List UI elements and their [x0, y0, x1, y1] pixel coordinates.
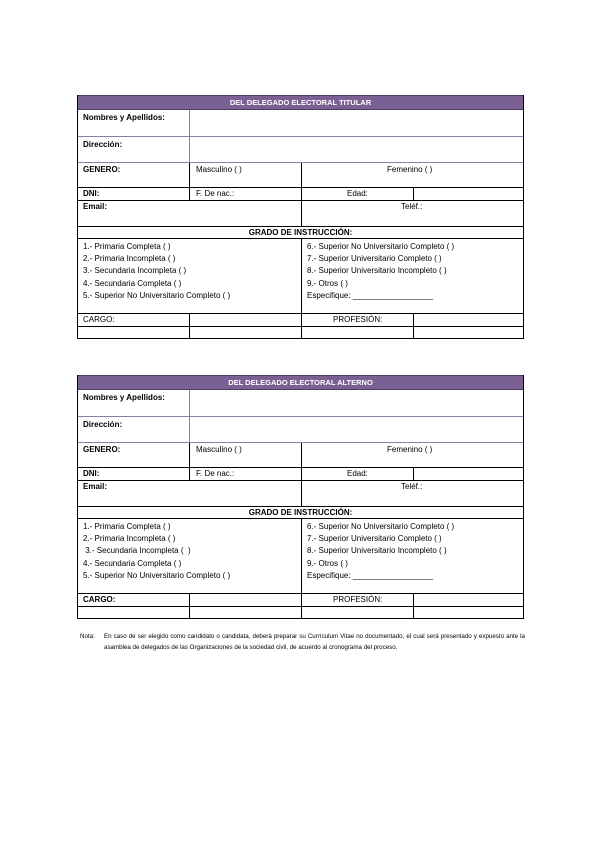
nombres-field[interactable] — [189, 110, 523, 136]
telef-label: Teléf.: — [401, 482, 423, 491]
femenino-label: Femenino ( ) — [387, 165, 433, 174]
cargo-extra-cell[interactable] — [189, 607, 301, 618]
nombres-label: Nombres y Apellidos: — [83, 393, 165, 402]
direccion-row — [78, 417, 523, 443]
nota-label: Nota: — [80, 633, 95, 640]
grado-header-row — [78, 227, 523, 239]
masculino-cell[interactable] — [189, 163, 301, 187]
nombres-row — [78, 390, 523, 417]
email-row — [78, 481, 523, 507]
email-row — [78, 201, 523, 227]
genero-row — [78, 163, 523, 188]
direccion-row — [78, 137, 523, 163]
alterno-form — [77, 375, 524, 619]
dni-row — [78, 188, 523, 201]
profesion-extra-field[interactable] — [413, 607, 523, 618]
direccion-field[interactable] — [189, 137, 523, 162]
profesion-extra-field[interactable] — [413, 327, 523, 338]
genero-label: GENERO: — [83, 165, 121, 174]
dni-label: DNI: — [83, 469, 100, 478]
femenino-cell[interactable] — [301, 443, 523, 467]
direccion-label: Dirección: — [83, 140, 123, 149]
genero-row — [78, 443, 523, 468]
grado-option[interactable]: 6.- Superior No Universitario Completo ( ) — [307, 522, 455, 531]
cargo-row — [78, 594, 523, 607]
grado-option[interactable]: 2.- Primaria Incompleta ( ) — [83, 534, 176, 544]
grado-option[interactable]: 8.- Superior Universitario Incompleto ( ) — [307, 266, 447, 276]
edad-cell[interactable] — [301, 468, 413, 480]
profesion-label: PROFESIÓN: — [333, 595, 383, 604]
especifique-line[interactable]: Especifique: __________________ — [307, 570, 433, 580]
cargo-label: CARGO: — [83, 595, 116, 604]
cargo-field[interactable] — [189, 594, 301, 606]
grado-right-column — [307, 521, 454, 582]
edad-value-cell[interactable] — [413, 468, 523, 480]
nombres-row — [78, 110, 523, 137]
grado-option[interactable]: 7.- Superior Universitario Completo ( ) — [307, 254, 442, 264]
grado-options — [78, 239, 523, 314]
cargo-extra-row — [78, 327, 523, 338]
grado-title: GRADO DE INSTRUCCIÓN: — [248, 508, 353, 517]
profesion-extra-cell[interactable] — [301, 607, 413, 618]
profesion-field[interactable] — [413, 314, 523, 326]
nombres-field[interactable] — [189, 390, 523, 416]
cargo-extra-row — [78, 607, 523, 618]
profesion-label: PROFESIÓN: — [333, 315, 383, 324]
grado-right-cell — [301, 519, 523, 593]
especifique-line[interactable]: Especifique: __________________ — [307, 290, 433, 300]
direccion-label: Dirección: — [83, 420, 123, 429]
cargo-row — [78, 314, 523, 327]
nota-text: En caso de ser elegido como candidato o candidata, deberá preparar su Currículum Vitae no documentado, el cual será presentado y expuesto ante la asamblea de delegados de las Organizaciones de la sociedad civil, de acuerdo al cronograma del proceso. — [104, 633, 525, 651]
profesion-cell — [301, 314, 413, 326]
grado-option[interactable]: 9.- Otros ( ) — [307, 278, 348, 288]
email-label: Email: — [83, 202, 108, 211]
fnac-cell[interactable] — [189, 188, 301, 200]
grado-option[interactable]: 5.- Superior No Universitario Completo ( ) — [83, 290, 231, 300]
nombres-label: Nombres y Apellidos: — [83, 113, 165, 122]
masculino-cell[interactable] — [189, 443, 301, 467]
alterno-header: DEL DELEGADO ELECTORAL ALTERNO — [78, 375, 523, 390]
masculino-label: Masculino ( ) — [196, 165, 242, 174]
dni-row — [78, 468, 523, 481]
grado-option[interactable]: 4.- Secundaria Completa ( ) — [83, 278, 182, 288]
profesion-field[interactable] — [413, 594, 523, 606]
dni-label: DNI: — [83, 189, 100, 198]
profesion-extra-cell[interactable] — [301, 327, 413, 338]
fnac-cell[interactable] — [189, 468, 301, 480]
titular-form — [77, 95, 524, 339]
grado-left-column — [83, 521, 230, 582]
grado-option[interactable]: 4.- Secundaria Completa ( ) — [83, 558, 182, 568]
grado-option[interactable]: 8.- Superior Universitario Incompleto ( ) — [307, 546, 447, 556]
cargo-field[interactable] — [189, 314, 301, 326]
edad-cell[interactable] — [301, 188, 413, 200]
grado-option[interactable]: 3.- Secundaria Incompleta ( ) — [83, 266, 187, 276]
grado-option[interactable]: 7.- Superior Universitario Completo ( ) — [307, 534, 442, 544]
edad-label: Edad: — [347, 469, 368, 478]
telef-cell[interactable] — [301, 201, 523, 226]
titular-header: DEL DELEGADO ELECTORAL TITULAR — [78, 95, 523, 110]
grado-option[interactable]: 2.- Primaria Incompleta ( ) — [83, 254, 176, 264]
grado-option[interactable]: 3.- Secundaria Incompleta ( ) — [83, 546, 191, 556]
grado-option[interactable]: 1.- Primaria Completa ( ) — [83, 242, 171, 251]
grado-options — [78, 519, 523, 594]
grado-right-column — [307, 241, 454, 302]
masculino-label: Masculino ( ) — [196, 445, 242, 454]
telef-label: Teléf.: — [401, 202, 423, 211]
email-label: Email: — [83, 482, 108, 491]
cargo-label: CARGO: — [83, 315, 115, 324]
grado-option[interactable]: 5.- Superior No Universitario Completo ( ) — [83, 570, 231, 580]
femenino-label: Femenino ( ) — [387, 445, 433, 454]
direccion-field[interactable] — [189, 417, 523, 442]
edad-value-cell[interactable] — [413, 188, 523, 200]
edad-label: Edad: — [347, 189, 368, 198]
grado-right-cell — [301, 239, 523, 313]
grado-header-row — [78, 507, 523, 519]
grado-option[interactable]: 1.- Primaria Completa ( ) — [83, 522, 171, 531]
grado-title: GRADO DE INSTRUCCIÓN: — [248, 228, 353, 237]
cargo-extra-cell[interactable] — [189, 327, 301, 338]
telef-cell[interactable] — [301, 481, 523, 506]
fnac-label: F. De nac.: — [196, 469, 235, 478]
nota-section — [80, 632, 525, 653]
fnac-label: F. De nac.: — [196, 189, 235, 198]
grado-option[interactable]: 6.- Superior No Universitario Completo ( ) — [307, 242, 455, 251]
profesion-cell — [301, 594, 413, 606]
femenino-cell[interactable] — [301, 163, 523, 187]
genero-label: GENERO: — [83, 445, 121, 454]
grado-left-column — [83, 241, 230, 302]
grado-option[interactable]: 9.- Otros ( ) — [307, 558, 348, 568]
